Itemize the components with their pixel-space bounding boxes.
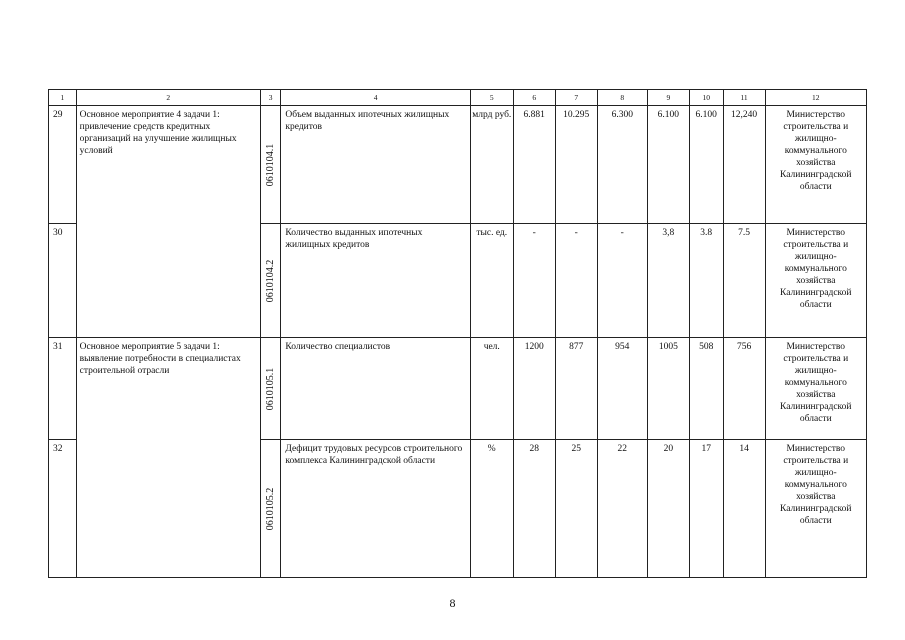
value-cell: 508 (689, 338, 723, 440)
value-cell: 6.881 (513, 106, 555, 224)
value-cell: 756 (723, 338, 765, 440)
col-header: 9 (647, 90, 689, 106)
value-cell: 25 (555, 440, 597, 578)
indicator-code-text: 0610105.2 (264, 487, 276, 530)
indicator-name: Объем выданных ипотечных жилищных кредитов (281, 106, 470, 224)
value-cell: 3.8 (689, 224, 723, 338)
row-number: 31 (49, 338, 77, 440)
value-cell: 1200 (513, 338, 555, 440)
value-cell: 14 (723, 440, 765, 578)
value-cell: - (513, 224, 555, 338)
value-cell: 17 (689, 440, 723, 578)
unit: млрд руб. (470, 106, 513, 224)
indicators-table (48, 89, 867, 578)
col-header: 11 (723, 90, 765, 106)
indicator-name: Количество выданных ипотечных жилищных кредитов (281, 224, 470, 338)
indicator-code (260, 440, 280, 578)
row-number: 29 (49, 106, 77, 224)
col-header: 2 (76, 90, 260, 106)
value-cell: - (597, 224, 647, 338)
row-number: 30 (49, 224, 77, 338)
col-header: 8 (597, 90, 647, 106)
col-header: 1 (49, 90, 77, 106)
value-cell: 22 (597, 440, 647, 578)
value-cell: 3,8 (647, 224, 689, 338)
value-cell: 1005 (647, 338, 689, 440)
indicator-code-text: 0610104.1 (264, 143, 276, 186)
column-number-row (49, 90, 867, 106)
table-row (49, 338, 867, 440)
responsible: Министерство строительства и жилищно-коммунального хозяйства Калининградской области (765, 440, 866, 578)
value-cell: 12,240 (723, 106, 765, 224)
col-header: 4 (281, 90, 470, 106)
value-cell: 6.100 (689, 106, 723, 224)
value-cell: 6.100 (647, 106, 689, 224)
table-row (49, 106, 867, 224)
indicator-code (260, 224, 280, 338)
event-name: Основное мероприятие 4 задачи 1: привлечение средств кредитных организаций на улучшение жилищных условий (76, 106, 260, 338)
indicator-code-text: 0610104.2 (264, 259, 276, 302)
value-cell: 28 (513, 440, 555, 578)
responsible: Министерство строительства и жилищно-коммунального хозяйства Калининградской области (765, 106, 866, 224)
page-number: 8 (449, 596, 456, 610)
col-header: 12 (765, 90, 866, 106)
event-name: Основное мероприятие 5 задачи 1: выявление потребности в специалистах строительной отрасли (76, 338, 260, 578)
indicator-name: Дефицит трудовых ресурсов строительного комплекса Калининградской области (281, 440, 470, 578)
row-number: 32 (49, 440, 77, 578)
value-cell: 6.300 (597, 106, 647, 224)
unit: % (470, 440, 513, 578)
unit: тыс. ед. (470, 224, 513, 338)
value-cell: 7.5 (723, 224, 765, 338)
indicator-name: Количество специалистов (281, 338, 470, 440)
unit: чел. (470, 338, 513, 440)
col-header: 7 (555, 90, 597, 106)
col-header: 6 (513, 90, 555, 106)
col-header: 3 (260, 90, 280, 106)
indicator-code (260, 338, 280, 440)
responsible: Министерство строительства и жилищно-коммунального хозяйства Калининградской области (765, 338, 866, 440)
col-header: 5 (470, 90, 513, 106)
value-cell: 20 (647, 440, 689, 578)
value-cell: - (555, 224, 597, 338)
indicator-code-text: 0610105.1 (264, 367, 276, 410)
value-cell: 10.295 (555, 106, 597, 224)
responsible: Министерство строительства и жилищно-коммунального хозяйства Калининградской области (765, 224, 866, 338)
value-cell: 954 (597, 338, 647, 440)
indicator-code (260, 106, 280, 224)
value-cell: 877 (555, 338, 597, 440)
col-header: 10 (689, 90, 723, 106)
